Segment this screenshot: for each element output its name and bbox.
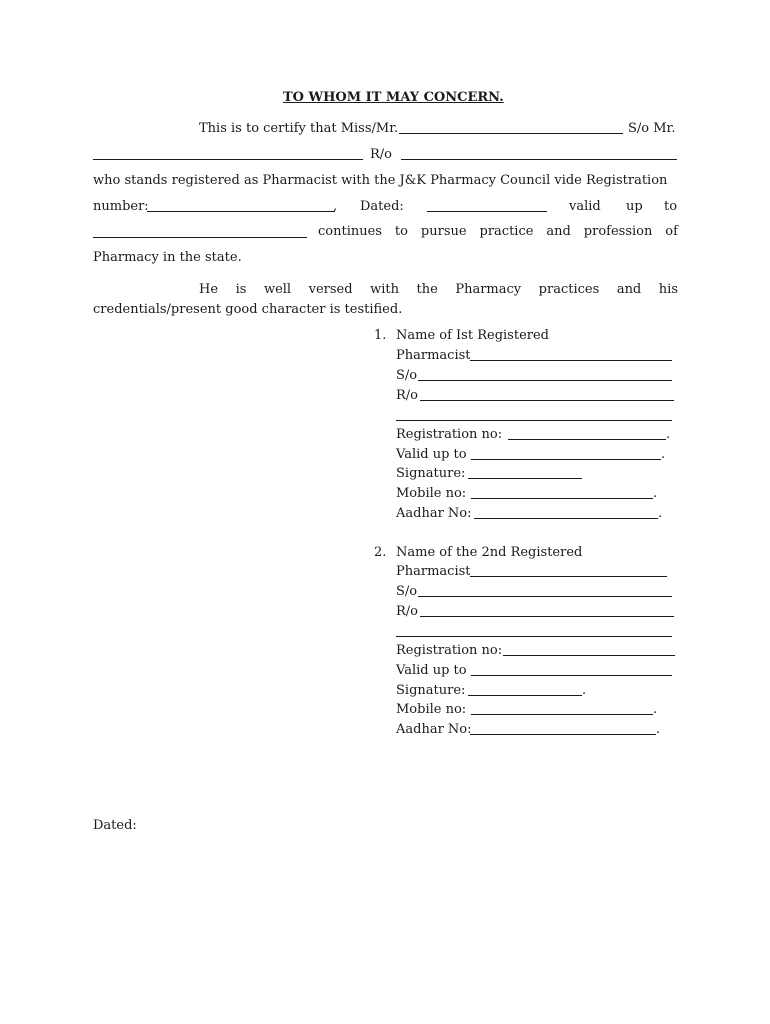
number-label: number: <box>93 199 149 214</box>
comma: , <box>333 199 338 214</box>
witness1-number: 1. <box>374 328 387 343</box>
witness1-valid-blank[interactable] <box>471 459 661 460</box>
word-with: with <box>370 282 399 297</box>
word-practices: practices <box>538 282 600 297</box>
witness1-mobile-blank[interactable] <box>471 498 653 499</box>
page-title: TO WHOM IT MAY CONCERN. <box>283 90 504 105</box>
registered-text: who stands registered as Pharmacist with the J&K Pharmacy Council vide Registration <box>93 173 668 188</box>
father-name-blank[interactable] <box>93 159 363 160</box>
word-is: is <box>235 282 247 297</box>
witness2-signature-blank[interactable] <box>468 695 582 696</box>
testified-text: credentials/present good character is testified. <box>93 302 403 317</box>
valid-word: valid <box>569 199 601 214</box>
witness1-signature-blank[interactable] <box>468 478 582 479</box>
witness2-signature-dot: . <box>582 683 587 698</box>
dated-label: Dated: <box>360 199 404 214</box>
word-pursue: pursue <box>420 224 467 239</box>
witness1-pharmacist-blank[interactable] <box>470 360 672 361</box>
witness2-pharmacist-label: Pharmacist <box>396 564 471 579</box>
witness2-heading: Name of the 2nd Registered <box>396 545 583 560</box>
witness2-mobile-blank[interactable] <box>471 714 653 715</box>
witness2-ro-label: R/o <box>396 604 418 619</box>
witness2-aadhar-dot: . <box>656 722 661 737</box>
ro-label: R/o <box>370 147 392 162</box>
state-text: Pharmacy in the state. <box>93 250 242 265</box>
word-continues: continues <box>318 224 382 239</box>
word-versed: versed <box>308 282 353 297</box>
witness1-registration-blank[interactable] <box>508 439 666 440</box>
witness1-ro-label: R/o <box>396 388 418 403</box>
witness2-aadhar-blank[interactable] <box>470 734 656 735</box>
dated-blank[interactable] <box>427 211 547 212</box>
word-well: well <box>263 282 292 297</box>
witness2-registration-label: Registration no: <box>396 643 503 658</box>
witness2-ro-blank[interactable] <box>420 616 674 617</box>
residence-blank[interactable] <box>401 159 677 160</box>
word-the: the <box>416 282 438 297</box>
up-word: up <box>626 199 643 214</box>
word-profession: profession <box>583 224 653 239</box>
registration-number-blank[interactable] <box>147 211 335 212</box>
continues-line <box>318 224 678 239</box>
witness2-signature-label: Signature: <box>396 683 466 698</box>
witness2-so-label: S/o <box>396 584 418 599</box>
valid-upto-blank[interactable] <box>93 237 307 238</box>
witness2-pharmacist-blank[interactable] <box>470 576 667 577</box>
witness1-aadhar-label: Aadhar No: <box>396 506 472 521</box>
witness1-registration-dot: . <box>666 427 671 442</box>
witness1-heading: Name of Ist Registered <box>396 328 549 343</box>
witness1-signature-label: Signature: <box>396 466 466 481</box>
footer-dated-label: Dated: <box>93 818 137 833</box>
word-his: his <box>658 282 678 297</box>
witness2-number: 2. <box>374 545 387 560</box>
witness1-pharmacist-label: Pharmacist <box>396 348 471 363</box>
word-practice: practice <box>479 224 534 239</box>
witness1-valid-label: Valid up to <box>396 447 467 462</box>
witness1-mobile-label: Mobile no: <box>396 486 467 501</box>
witness1-so-blank[interactable] <box>418 380 672 381</box>
name-blank[interactable] <box>399 133 623 134</box>
word-and: and <box>546 224 571 239</box>
witness2-valid-blank[interactable] <box>471 675 672 676</box>
witness2-mobile-dot: . <box>653 702 658 717</box>
witness1-registration-label: Registration no: <box>396 427 503 442</box>
word-to: to <box>394 224 408 239</box>
witness1-aadhar-blank[interactable] <box>474 518 658 519</box>
so-mr-label: S/o Mr. <box>628 121 676 136</box>
word-and2: and <box>616 282 642 297</box>
witness2-mobile-label: Mobile no: <box>396 702 467 717</box>
witness1-ro-blank-2[interactable] <box>396 420 672 421</box>
witness1-mobile-dot: . <box>653 486 658 501</box>
witness2-aadhar-label: Aadhar No: <box>396 722 472 737</box>
word-he: He <box>199 282 219 297</box>
witness1-valid-dot: . <box>661 447 666 462</box>
witness2-valid-label: Valid up to <box>396 663 467 678</box>
witness1-so-label: S/o <box>396 368 418 383</box>
witness1-aadhar-dot: . <box>658 506 663 521</box>
witness2-ro-blank-2[interactable] <box>396 636 672 637</box>
word-of: of <box>665 224 678 239</box>
witness1-ro-blank[interactable] <box>420 400 674 401</box>
to-word: to <box>664 199 678 214</box>
versed-line <box>199 282 678 297</box>
witness2-registration-blank[interactable] <box>503 655 675 656</box>
word-pharmacy: Pharmacy <box>455 282 522 297</box>
witness2-so-blank[interactable] <box>418 596 672 597</box>
certify-text: This is to certify that Miss/Mr. <box>199 121 399 136</box>
